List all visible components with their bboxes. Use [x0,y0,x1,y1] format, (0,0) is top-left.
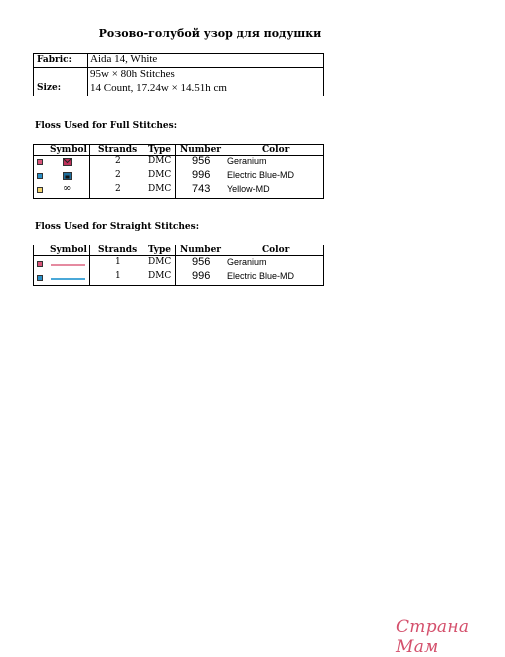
color-swatch [37,173,43,179]
header-symbol: Symbol [50,145,87,155]
header-color: Color [262,145,290,155]
straight-stitches-title: Floss Used for Straight Stitches: [35,222,200,232]
color-swatch [37,159,43,165]
color-name: Yellow-MD [227,184,270,194]
size-dimensions: 14 Count, 17.24w × 14.51h cm [90,82,227,94]
type-value: DMC [148,170,172,180]
header-symbol: Symbol [50,245,87,255]
header-type: Type [148,245,171,255]
header-strands: Strands [98,145,138,155]
size-label: Size: [37,83,62,93]
type-value: DMC [148,271,172,281]
strands-value: 2 [115,184,121,194]
infinity-symbol-icon: ∞ [63,183,72,194]
pink-line-symbol-icon [51,264,85,266]
color-name: Geranium [227,156,267,166]
color-name: Geranium [227,257,267,267]
strands-value: 2 [115,170,121,180]
number-value: 996 [192,169,211,181]
header-color: Color [262,245,290,255]
number-value: 956 [192,155,211,167]
square-symbol-icon [63,172,72,180]
page-title: Розово-голубой узор для подушки [98,27,322,40]
strands-value: 1 [115,271,121,281]
header-strands: Strands [98,245,138,255]
number-value: 956 [192,256,211,268]
strands-value: 1 [115,257,121,267]
type-value: DMC [148,257,172,267]
color-swatch [37,261,43,267]
number-value: 996 [192,270,211,282]
color-swatch [37,275,43,281]
size-stitches: 95w × 80h Stitches [90,68,175,80]
envelope-symbol-icon [63,158,72,166]
straight-stitches-table [33,245,324,286]
header-number: Number [180,145,222,155]
header-type: Type [148,145,171,155]
color-swatch [37,187,43,193]
full-stitches-title: Floss Used for Full Stitches: [35,121,178,131]
type-value: DMC [148,184,172,194]
fabric-value: Aida 14, White [90,53,158,65]
strands-value: 2 [115,156,121,166]
blue-line-symbol-icon [51,278,85,280]
header-number: Number [180,245,222,255]
fabric-info-box [33,53,324,96]
watermark: Страна Мам [396,617,470,657]
number-value: 743 [192,183,211,195]
color-name: Electric Blue-MD [227,271,295,281]
type-value: DMC [148,156,172,166]
fabric-label: Fabric: [37,55,72,65]
color-name: Electric Blue-MD [227,170,295,180]
full-stitches-table [33,144,324,199]
